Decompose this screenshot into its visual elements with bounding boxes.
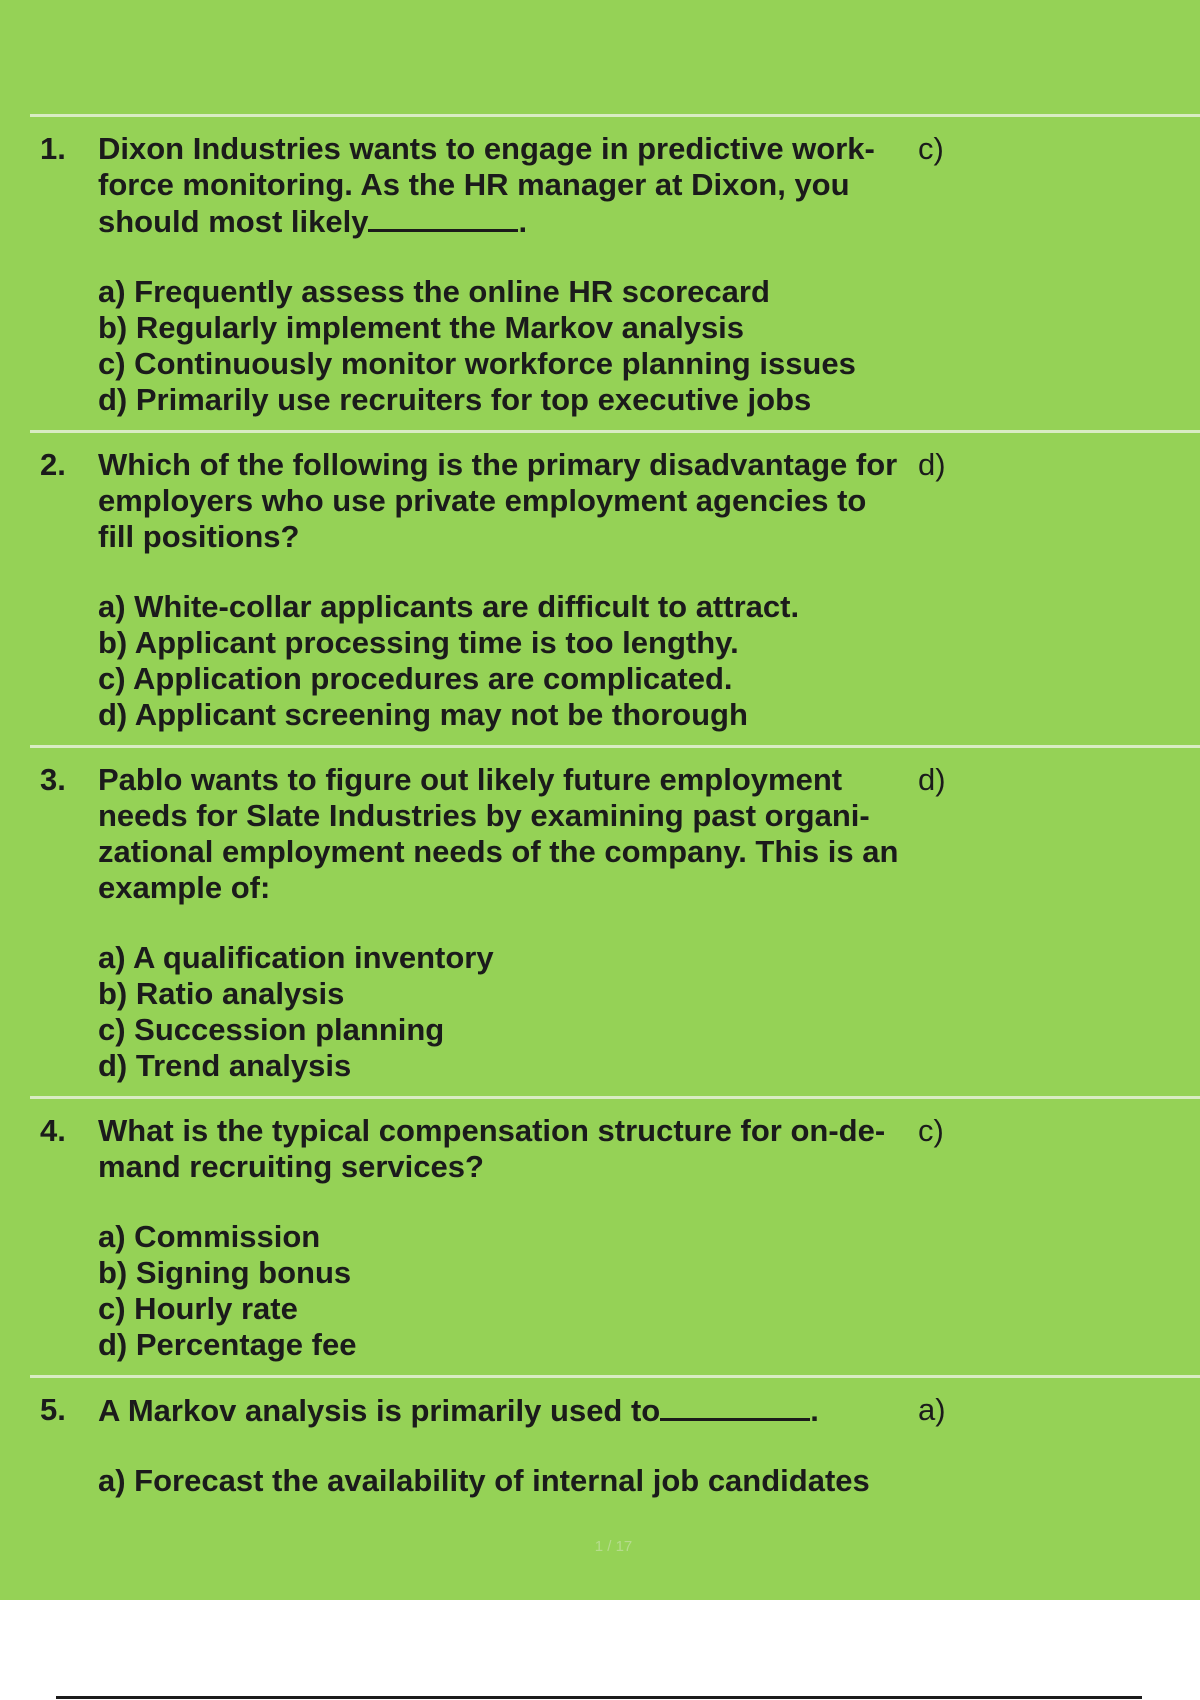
question-text: Which of the following is the primary disadvantage for employers who use private employment agencies to fill positions? — [98, 447, 898, 554]
question-text-after: . — [810, 1393, 819, 1428]
question-text-after: . — [518, 204, 528, 239]
option-a: a) Frequently assess the online HR scorecard — [98, 274, 770, 309]
question-number: 2. — [40, 447, 66, 482]
question-body — [98, 1392, 938, 1499]
option-a: a) A qualification inventory — [98, 940, 494, 975]
option-c: c) Hourly rate — [98, 1291, 298, 1326]
question-body — [98, 1113, 938, 1363]
answer-key: d) — [918, 762, 946, 797]
option-list — [98, 940, 938, 1084]
question-item-3 — [30, 745, 1200, 1096]
answer-key: c) — [918, 1113, 944, 1148]
question-item-1 — [30, 114, 1200, 430]
fill-in-blank — [660, 1392, 810, 1421]
option-d: d) Percentage fee — [98, 1327, 357, 1362]
option-b: b) Applicant processing time is too lengthy. — [98, 625, 739, 660]
option-a: a) Commission — [98, 1219, 321, 1254]
option-d: d) Primarily use recruiters for top executive jobs — [98, 382, 812, 417]
question-text-before: Dixon Industries wants to engage in predictive work- force monitoring. As the HR manager at Dixon, you should most likely — [98, 131, 875, 239]
option-list — [98, 1463, 938, 1499]
question-number: 3. — [40, 762, 66, 797]
question-number: 1. — [40, 131, 66, 166]
question-text — [98, 1392, 938, 1429]
question-number: 4. — [40, 1113, 66, 1148]
question-text-before: A Markov analysis is primarily used to — [98, 1393, 661, 1428]
question-body — [98, 131, 938, 418]
option-b: b) Signing bonus — [98, 1255, 352, 1290]
question-list — [30, 114, 1200, 1511]
answer-key: d) — [918, 447, 946, 482]
question-body — [98, 762, 938, 1084]
option-c: c) Application procedures are complicated. — [98, 661, 733, 696]
option-c: c) Continuously monitor workforce planning issues — [98, 346, 856, 381]
option-d: d) Applicant screening may not be thorough — [98, 697, 748, 732]
option-list — [98, 274, 938, 418]
footer-divider — [56, 1696, 1142, 1699]
question-item-5 — [30, 1375, 1200, 1511]
question-item-4 — [30, 1096, 1200, 1375]
question-item-2 — [30, 430, 1200, 745]
option-b: b) Regularly implement the Markov analysis — [98, 310, 745, 345]
question-text: Pablo wants to figure out likely future employment needs for Slate Industries by examining past organi- zational employment needs of the company. This is an example of: — [98, 762, 899, 905]
question-number: 5. — [40, 1392, 66, 1427]
option-d: d) Trend analysis — [98, 1048, 352, 1083]
option-list — [98, 1219, 938, 1363]
option-list — [98, 589, 938, 733]
option-a: a) White-collar applicants are difficult to attract. — [98, 589, 800, 624]
question-text — [98, 131, 938, 240]
option-a: a) Forecast the availability of internal job candidates — [98, 1463, 870, 1498]
option-c: c) Succession planning — [98, 1012, 445, 1047]
answer-key: c) — [918, 131, 944, 166]
option-b: b) Ratio analysis — [98, 976, 345, 1011]
page-number: 1 / 17 — [594, 1538, 633, 1555]
question-body — [98, 447, 938, 733]
answer-key: a) — [918, 1392, 946, 1427]
fill-in-blank — [368, 203, 518, 232]
question-text: What is the typical compensation structure for on-de- mand recruiting services? — [98, 1113, 886, 1184]
